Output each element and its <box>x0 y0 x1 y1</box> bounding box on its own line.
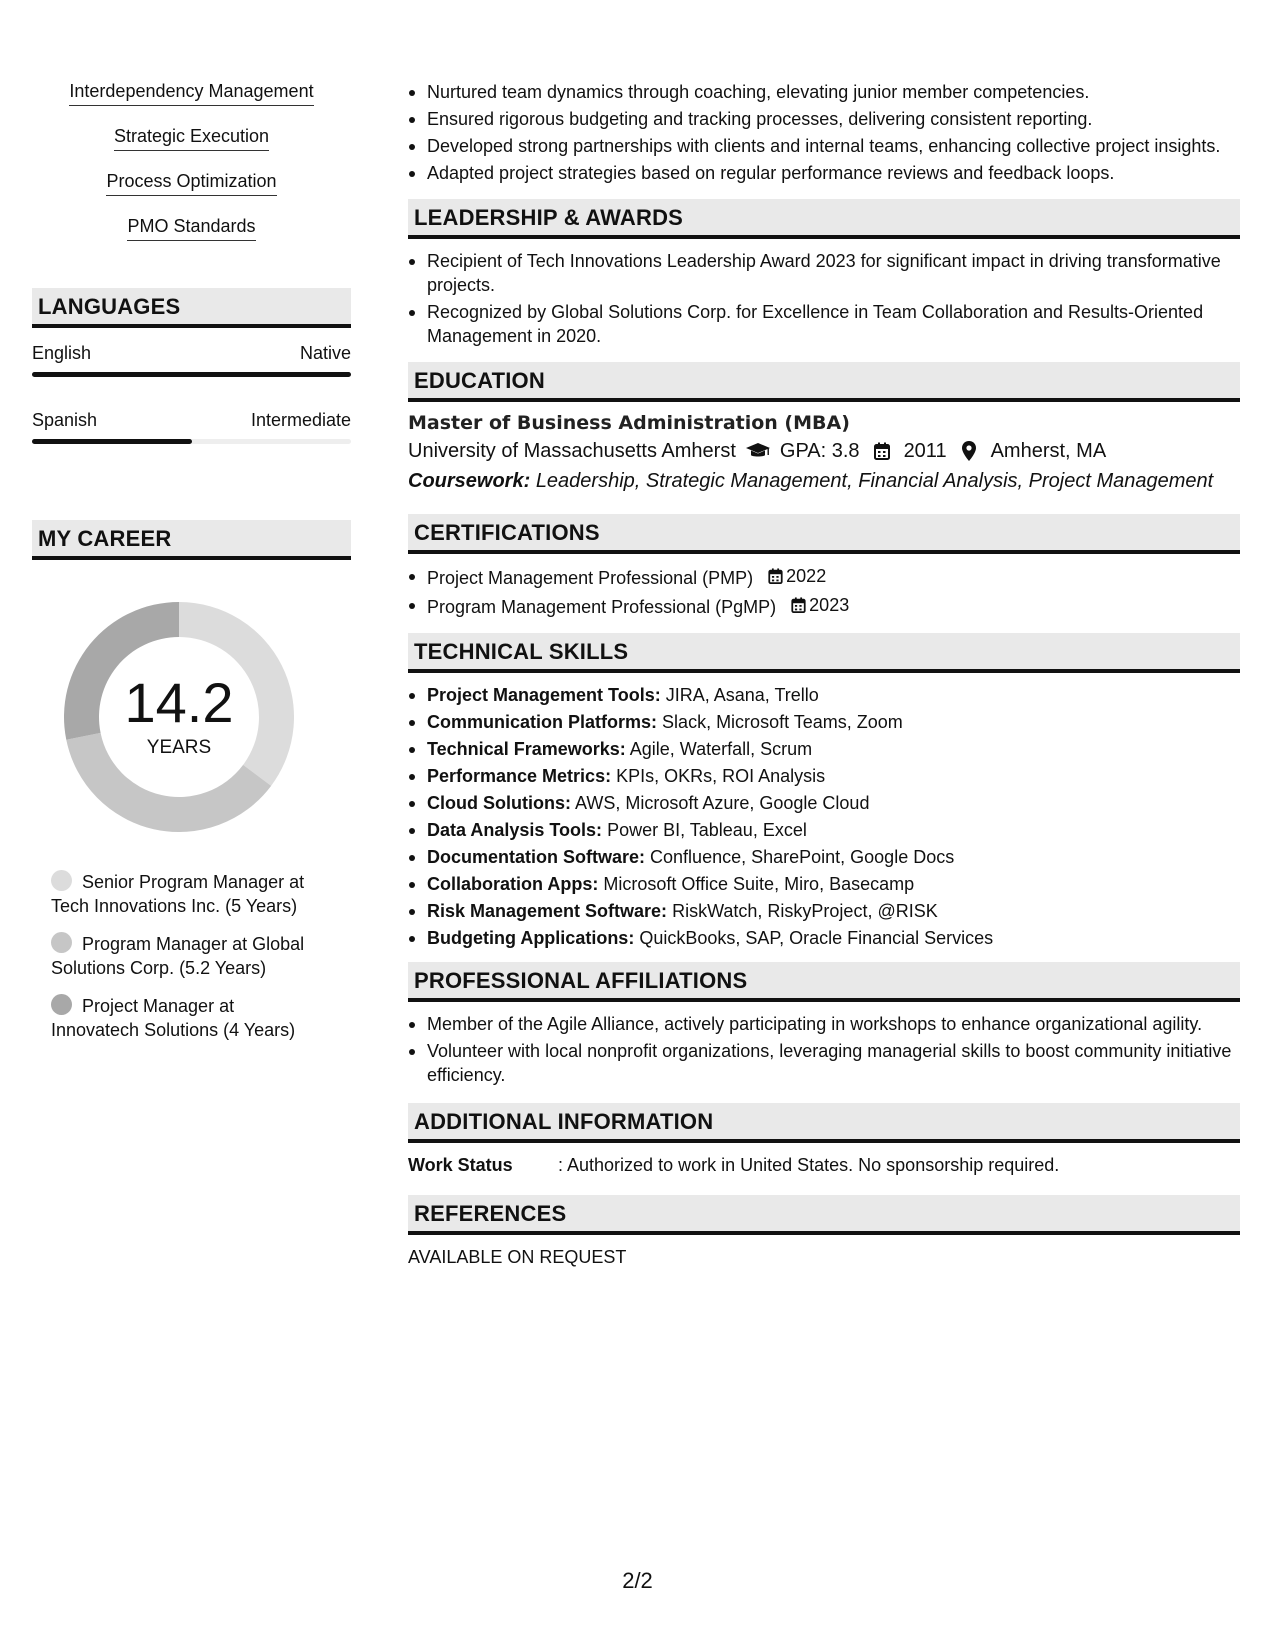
skill-tag: Process Optimization <box>106 170 276 196</box>
tech-skill-label: Communication Platforms: <box>427 712 658 732</box>
career-legend-item <box>51 994 321 1042</box>
experience-bullet: Adapted project strategies based on regular performance reviews and feedback loops. <box>408 161 1240 185</box>
career-section <box>32 520 351 1042</box>
left-column <box>32 80 351 1056</box>
experience-bullet: Ensured rigorous budgeting and tracking processes, delivering consistent reporting. <box>408 107 1240 131</box>
education-details <box>408 436 1240 466</box>
languages-section <box>32 288 351 444</box>
tech-skill-item <box>408 926 1240 950</box>
work-status-value: : Authorized to work in United States. No sponsorship required. <box>558 1155 1060 1175</box>
certification-year: 2023 <box>809 595 850 615</box>
tech-skill-value: Confluence, SharePoint, Google Docs <box>650 847 955 867</box>
tech-skill-value: QuickBooks, SAP, Oracle Financial Services <box>639 928 994 948</box>
certification-date <box>768 564 826 588</box>
career-legend-item <box>51 870 321 918</box>
language-item <box>32 409 351 444</box>
language-bar <box>32 439 351 444</box>
career-years-unit: YEARS <box>146 737 212 758</box>
certification-date <box>791 593 849 617</box>
certification-year: 2022 <box>786 566 827 586</box>
references-heading: REFERENCES <box>408 1195 1240 1235</box>
language-item <box>32 342 351 377</box>
tech-skill-value: Slack, Microsoft Teams, Zoom <box>662 712 903 732</box>
additional-info-section <box>408 1103 1240 1177</box>
skill-tag: Strategic Execution <box>114 125 269 151</box>
tech-skill-item <box>408 710 1240 734</box>
technical-skills-section <box>408 633 1240 950</box>
graduation-cap-icon <box>744 442 772 460</box>
skill-tag: PMO Standards <box>127 215 255 241</box>
career-legend <box>51 870 321 1042</box>
legend-dot <box>51 994 72 1015</box>
experience-bullets <box>408 80 1240 185</box>
certification-name: Project Management Professional (PMP) <box>427 568 754 588</box>
language-bar-fill <box>32 439 192 444</box>
certification-item <box>408 593 1240 619</box>
calendar-icon <box>868 442 896 460</box>
language-name: Spanish <box>32 410 98 430</box>
experience-bullet: Nurtured team dynamics through coaching, elevating junior member competencies. <box>408 80 1240 104</box>
career-legend-label: Program Manager at Global Solutions Corp. (5.2 Years) <box>51 934 305 978</box>
tech-skill-value: Microsoft Office Suite, Miro, Basecamp <box>603 874 915 894</box>
certification-name: Program Management Professional (PgMP) <box>427 597 777 617</box>
tech-skill-item <box>408 683 1240 707</box>
tech-skill-label: Budgeting Applications: <box>427 928 635 948</box>
affiliations-heading: PROFESSIONAL AFFILIATIONS <box>408 962 1240 1002</box>
work-status-label: Work Status <box>408 1155 513 1175</box>
skill-tag: Interdependency Management <box>69 80 313 106</box>
tech-skill-label: Technical Frameworks: <box>427 739 626 759</box>
additional-info-heading: ADDITIONAL INFORMATION <box>408 1103 1240 1143</box>
language-level: Native <box>299 343 351 363</box>
technical-skills-list <box>408 683 1240 950</box>
calendar-icon <box>768 568 783 584</box>
tech-skill-item <box>408 764 1240 788</box>
affiliation-item: Member of the Agile Alliance, actively participating in workshops to enhance organizational agility. <box>408 1012 1240 1036</box>
tech-skill-label: Performance Metrics: <box>427 766 612 786</box>
affiliations-section <box>408 962 1240 1087</box>
references-text: AVAILABLE ON REQUEST <box>408 1247 627 1267</box>
tech-skill-value: Power BI, Tableau, Excel <box>607 820 807 840</box>
language-bar-fill <box>32 372 351 377</box>
tech-skill-label: Risk Management Software: <box>427 901 668 921</box>
right-column <box>408 80 1240 1269</box>
references-section <box>408 1195 1240 1269</box>
coursework-label: Coursework: <box>408 470 531 492</box>
languages-heading: LANGUAGES <box>32 288 351 328</box>
certification-item <box>408 564 1240 590</box>
career-legend-label: Project Manager at Innovatech Solutions (4 Years) <box>51 996 296 1040</box>
work-status-row <box>408 1153 1240 1177</box>
experience-bullet: Developed strong partnerships with clients and internal teams, enhancing collective project insights. <box>408 134 1240 158</box>
career-donut-chart <box>64 602 294 832</box>
career-total-years: 14.2 <box>124 671 234 734</box>
education-degree: Master of Business Administration (MBA) <box>408 412 850 434</box>
award-item: Recognized by Global Solutions Corp. for Excellence in Team Collaboration and Results-Oriented Management in 2020. <box>408 300 1240 348</box>
legend-dot <box>51 870 72 891</box>
education-school: University of Massachusetts Amherst <box>408 440 736 462</box>
career-legend-label: Senior Program Manager at Tech Innovations Inc. (5 Years) <box>51 872 305 916</box>
tech-skill-value: JIRA, Asana, Trello <box>665 685 819 705</box>
tech-skill-item <box>408 899 1240 923</box>
education-heading: EDUCATION <box>408 362 1240 402</box>
career-legend-item <box>51 932 321 980</box>
tech-skill-item <box>408 845 1240 869</box>
tech-skill-value: Agile, Waterfall, Scrum <box>629 739 813 759</box>
tech-skill-label: Cloud Solutions: <box>427 793 571 813</box>
tech-skill-label: Project Management Tools: <box>427 685 661 705</box>
award-item: Recipient of Tech Innovations Leadership Award 2023 for significant impact in driving transformative projects. <box>408 249 1240 297</box>
education-gpa: GPA: 3.8 <box>779 440 860 462</box>
tech-skill-label: Documentation Software: <box>427 847 646 867</box>
tech-skill-label: Data Analysis Tools: <box>427 820 603 840</box>
legend-dot <box>51 932 72 953</box>
language-level: Intermediate <box>250 410 351 430</box>
tech-skill-value: AWS, Microsoft Azure, Google Cloud <box>575 793 870 813</box>
education-section <box>408 362 1240 496</box>
tech-skill-label: Collaboration Apps: <box>427 874 599 894</box>
tech-skill-item <box>408 872 1240 896</box>
awards-heading: LEADERSHIP & AWARDS <box>408 199 1240 239</box>
certifications-section <box>408 514 1240 619</box>
awards-section <box>408 199 1240 348</box>
tech-skill-value: KPIs, OKRs, ROI Analysis <box>616 766 826 786</box>
tech-skill-value: RiskWatch, RiskyProject, @RISK <box>672 901 938 921</box>
education-location: Amherst, MA <box>990 440 1107 462</box>
tech-skill-item <box>408 818 1240 842</box>
tech-skill-item <box>408 791 1240 815</box>
page-number: 2/2 <box>622 1568 653 1593</box>
location-pin-icon <box>955 441 983 461</box>
affiliation-item: Volunteer with local nonprofit organizations, leveraging managerial skills to boost community initiative efficiency. <box>408 1039 1240 1087</box>
coursework-text: Leadership, Strategic Management, Financial Analysis, Project Management <box>535 470 1214 492</box>
education-year: 2011 <box>903 440 947 462</box>
skill-tags <box>32 80 351 260</box>
education-coursework <box>408 466 1240 496</box>
language-bar <box>32 372 351 377</box>
technical-skills-heading: TECHNICAL SKILLS <box>408 633 1240 673</box>
language-name: English <box>32 343 92 363</box>
calendar-icon <box>791 597 806 613</box>
career-heading: MY CAREER <box>32 520 351 560</box>
tech-skill-item <box>408 737 1240 761</box>
certifications-heading: CERTIFICATIONS <box>408 514 1240 554</box>
